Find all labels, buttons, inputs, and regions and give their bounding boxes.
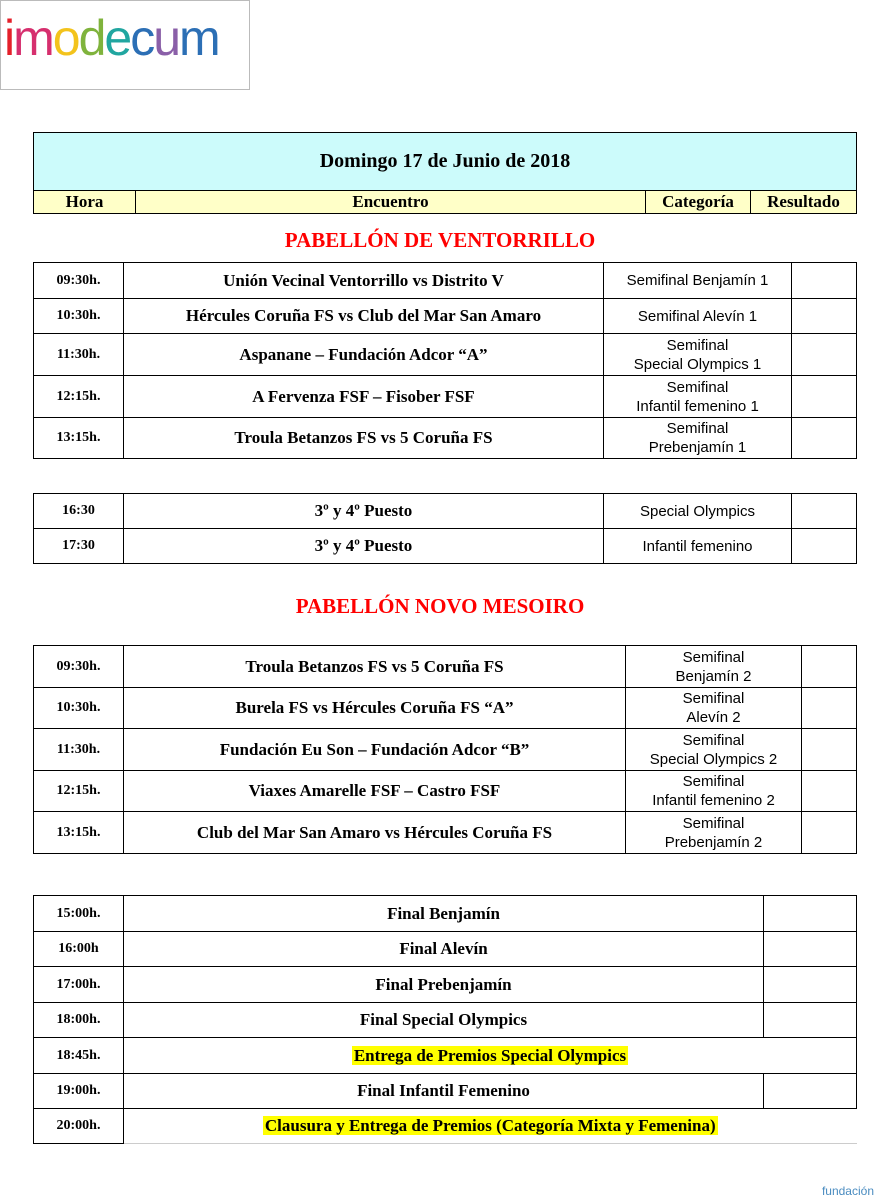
time-cell: 13:15h. (34, 812, 124, 854)
match-cell: Viaxes Amarelle FSF – Castro FSF (124, 771, 626, 812)
logo-letter: d (78, 10, 105, 66)
event-cell (124, 1038, 857, 1074)
category-line: Alevín 2 (686, 709, 741, 726)
time-cell: 18:00h. (34, 1003, 124, 1038)
column-header-categoria: Categoría (646, 191, 751, 214)
logo-letter: m (13, 10, 53, 66)
category-line: Prebenjamín 1 (648, 439, 747, 456)
category-cell: Special Olympics (604, 494, 792, 529)
logo-letter: m (179, 10, 219, 66)
mesoiro-semifinals-table (33, 645, 857, 854)
table-row (34, 812, 857, 854)
result-cell[interactable] (802, 771, 857, 812)
page-title: Domingo 17 de Junio de 2018 (34, 133, 857, 191)
result-cell[interactable] (792, 494, 857, 529)
result-cell[interactable] (792, 376, 857, 418)
category-line: Semifinal (682, 814, 745, 832)
table-row (34, 376, 857, 418)
event-cell: Final Alevín (124, 932, 764, 967)
category-cell (604, 376, 792, 418)
category-line: Semifinal (682, 690, 745, 707)
match-cell: Club del Mar San Amaro vs Hércules Coruña FS (124, 812, 626, 854)
logo-letter: e (104, 10, 131, 66)
time-cell: 10:30h. (34, 299, 124, 334)
result-cell[interactable] (802, 729, 857, 771)
match-cell: Troula Betanzos FS vs 5 Coruña FS (124, 418, 604, 459)
event-cell: Final Special Olympics (124, 1003, 764, 1038)
table-row (34, 1003, 857, 1038)
match-cell: 3º y 4º Puesto (124, 494, 604, 529)
table-row (34, 1038, 857, 1074)
match-cell: A Fervenza FSF – Fisober FSF (124, 376, 604, 418)
result-cell[interactable] (764, 932, 857, 967)
highlighted-event: Entrega de Premios Special Olympics (353, 1045, 627, 1065)
category-cell (604, 334, 792, 376)
time-cell: 12:15h. (34, 376, 124, 418)
category-cell (604, 263, 792, 299)
table-row (34, 896, 857, 932)
time-cell: 13:15h. (34, 418, 124, 459)
event-cell: Final Infantil Femenino (124, 1074, 764, 1109)
table-row (34, 1109, 857, 1144)
time-cell: 17:30 (34, 529, 124, 564)
column-header-encuentro: Encuentro (136, 191, 646, 214)
highlighted-event: Clausura y Entrega de Premios (Categoría Mixta y Femenina) (264, 1116, 716, 1135)
logo-letter: i (4, 10, 14, 66)
match-cell: 3º y 4º Puesto (124, 529, 604, 564)
table-row (34, 334, 857, 376)
logo-wordmark (4, 8, 219, 68)
table-row (34, 1074, 857, 1109)
logo-subtitle: fundación (821, 1184, 874, 1198)
category-cell (626, 646, 802, 688)
time-cell: 12:15h. (34, 771, 124, 812)
table-row (34, 418, 857, 459)
match-cell: Fundación Eu Son – Fundación Adcor “B” (124, 729, 626, 771)
result-cell[interactable] (764, 967, 857, 1003)
finals-table (33, 895, 857, 1144)
category-cell: Infantil femenino (604, 529, 792, 564)
category-cell (604, 418, 792, 459)
time-cell: 16:00h (34, 932, 124, 967)
result-cell[interactable] (802, 688, 857, 729)
result-cell[interactable] (792, 529, 857, 564)
table-row (34, 646, 857, 688)
table-row (34, 688, 857, 729)
section-title-mesoiro: PABELLÓN NOVO MESOIRO (295, 594, 585, 618)
table-row (34, 263, 857, 299)
category-cell (626, 729, 802, 771)
result-cell[interactable] (792, 263, 857, 299)
category-line: Prebenjamín 2 (664, 833, 763, 851)
event-cell: Final Prebenjamín (124, 967, 764, 1003)
time-cell: 18:45h. (34, 1038, 124, 1074)
category-line: Semifinal (666, 378, 729, 396)
table-row (34, 729, 857, 771)
category-cell (626, 812, 802, 854)
match-cell: Unión Vecinal Ventorrillo vs Distrito V (124, 263, 604, 299)
category-line: Semifinal Alevín 1 (637, 307, 758, 325)
category-cell (626, 688, 802, 729)
time-cell: 11:30h. (34, 729, 124, 771)
table-row (34, 299, 857, 334)
section-title-ventorrillo: PABELLÓN DE VENTORRILLO (284, 228, 596, 252)
category-line: Semifinal (666, 336, 729, 354)
time-cell: 19:00h. (34, 1074, 124, 1109)
time-cell: 09:30h. (34, 263, 124, 299)
table-row (34, 529, 857, 564)
logo-letter: u (153, 10, 180, 66)
event-cell: Final Benjamín (124, 896, 764, 932)
category-line: Semifinal (682, 731, 745, 749)
ventorrillo-semifinals-table (33, 262, 857, 459)
result-cell[interactable] (802, 646, 857, 688)
match-cell: Troula Betanzos FS vs 5 Coruña FS (124, 646, 626, 688)
result-cell[interactable] (764, 1074, 857, 1109)
ventorrillo-places-table (33, 493, 857, 564)
category-line: Special Olympics 1 (633, 355, 762, 373)
logo-letter: o (52, 10, 79, 66)
category-line: Infantil femenino 2 (652, 792, 775, 809)
category-cell (604, 299, 792, 334)
match-cell: Aspanane – Fundación Adcor “A” (124, 334, 604, 376)
event-cell (124, 1109, 857, 1144)
time-cell: 15:00h. (34, 896, 124, 932)
category-line: Semifinal Benjamín 1 (626, 272, 769, 289)
category-cell (626, 771, 802, 812)
result-cell[interactable] (764, 896, 857, 932)
schedule-header (33, 132, 857, 214)
category-line: Special Olympics 2 (649, 750, 778, 768)
category-line: Semifinal (666, 420, 729, 437)
column-header-resultado: Resultado (751, 191, 857, 214)
category-line: Semifinal (682, 773, 745, 790)
table-row (34, 771, 857, 812)
result-cell[interactable] (792, 334, 857, 376)
category-line: Benjamín 2 (675, 667, 752, 685)
result-cell[interactable] (802, 812, 857, 854)
table-row (34, 932, 857, 967)
result-cell[interactable] (764, 1003, 857, 1038)
time-cell: 09:30h. (34, 646, 124, 688)
result-cell[interactable] (792, 418, 857, 459)
match-cell: Burela FS vs Hércules Coruña FS “A” (124, 688, 626, 729)
result-cell[interactable] (792, 299, 857, 334)
category-line: Infantil femenino 1 (636, 397, 759, 415)
logo-letter: c (130, 10, 154, 66)
column-header-hora: Hora (34, 191, 136, 214)
table-row (34, 494, 857, 529)
table-row (34, 967, 857, 1003)
time-cell: 11:30h. (34, 334, 124, 376)
time-cell: 10:30h. (34, 688, 124, 729)
match-cell: Hércules Coruña FS vs Club del Mar San Amaro (124, 299, 604, 334)
time-cell: 16:30 (34, 494, 124, 529)
time-cell: 17:00h. (34, 967, 124, 1003)
category-line: Semifinal (682, 648, 745, 666)
time-cell: 20:00h. (34, 1109, 124, 1144)
